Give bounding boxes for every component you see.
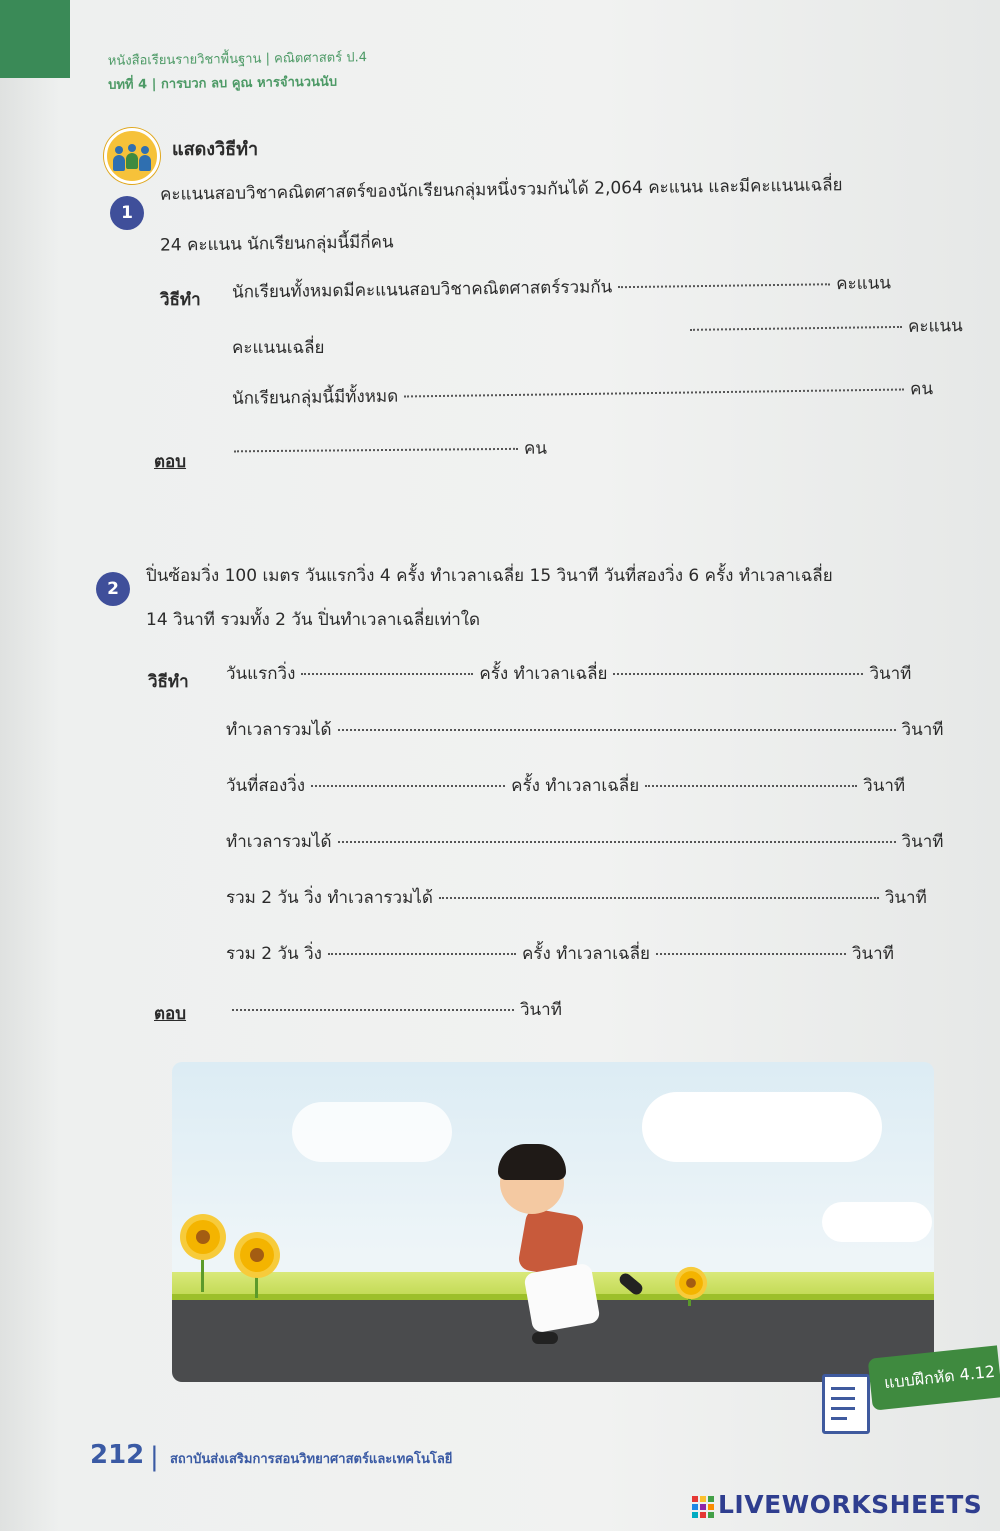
q1-row1-blank[interactable] [618,283,830,288]
q2-row1-unit: วินาที [869,664,912,684]
question-2-text-line1: ปิ่นซ้อมวิ่ง 100 เมตร วันแรกวิ่ง 4 ครั้ง ทำเวลาเฉลี่ย 15 วินาที วันที่สองวิ่ง 6 ครั้ง ทำเวลาเฉลี่ย [146,566,833,586]
page-number: 212 [90,1440,145,1470]
question-1-text-line2: 24 คะแนน นักเรียนกลุ่มนี้มีกี่คน [159,232,394,256]
q1-row2-blank[interactable] [690,326,902,331]
q2-method-label: วิธีทำ [148,672,189,692]
corner-color-bar [0,0,70,78]
q2-row5-blank[interactable] [439,897,879,899]
q1-row3 [232,375,933,412]
q1-row3-unit: คน [909,379,934,400]
q1-answer-unit: คน [523,438,548,459]
q2-row3-blank-a[interactable] [311,785,505,787]
cloud [822,1202,932,1242]
cloud [642,1092,882,1162]
q2-row4-text: ทำเวลารวมได้ [226,832,332,852]
q2-row3-blank-b[interactable] [645,785,857,787]
cloud [292,1102,452,1162]
question-1-number: 1 [110,196,144,230]
q2-row2-blank[interactable] [338,729,896,731]
q2-row1-blank-a[interactable] [301,673,473,675]
q2-row4 [226,828,943,855]
page-header [108,46,368,98]
q2-row1-blank-b[interactable] [613,673,863,675]
q1-row1-text: นักเรียนทั้งหมดมีคะแนนสอบวิชาคณิตศาสตร์รวมกัน [231,277,613,303]
q1-answer-label: ตอบ [154,452,187,472]
publisher-name: สถาบันส่งเสริมการสอนวิทยาศาสตร์และเทคโนโลยี [170,1452,453,1467]
q1-row2-text: คะแนนเฉลี่ย [232,338,325,358]
q2-row2-text: ทำเวลารวมได้ [226,720,332,740]
q2-answer-blank[interactable] [232,1009,514,1011]
q1-method-label: วิธีทำ [160,290,201,310]
q1-row2-right [684,312,963,343]
q2-row2 [226,716,943,743]
section-title: แสดงวิธีทำ [172,139,259,160]
q1-answer-blank[interactable] [234,448,518,452]
q2-row5 [226,884,927,911]
exercise-tag: แบบฝึกหัด 4.12 [868,1345,1000,1410]
q2-row4-unit: วินาที [901,832,944,852]
q2-answer-unit: วินาที [520,1000,562,1020]
footer-separator: | [150,1442,159,1472]
group-people-icon [104,128,160,184]
q2-answer-label: ตอบ [154,1004,187,1024]
question-2-text-line2: 14 วินาที รวมทั้ง 2 วัน ปิ่นทำเวลาเฉลี่ยเท่าใด [146,610,481,630]
q2-row6-text-b: ครั้ง ทำเวลาเฉลี่ย [521,944,650,964]
boy-legs [523,1263,600,1334]
q2-row6-unit: วินาที [852,944,894,964]
q2-row1-text-b: ครั้ง ทำเวลาเฉลี่ย [479,664,608,684]
boy-hair [498,1144,566,1180]
q1-row3-blank[interactable] [404,389,904,398]
header-book-title: หนังสือเรียนรายวิชาพื้นฐาน | คณิตศาสตร์ ป.4 [107,50,368,69]
running-boy-illustration [172,1062,934,1382]
shoe [532,1332,558,1344]
q2-row6 [226,940,894,967]
sunflower-icon [186,1220,220,1254]
header-chapter-title: บทที่ 4 | การบวก ลบ คูณ หารจำนวนนับ [108,74,338,93]
q2-row1 [226,660,911,687]
q2-row6-blank-a[interactable] [328,953,516,955]
q1-row2-unit: คะแนน [907,316,963,337]
q2-row6-text-a: รวม 2 วัน วิ่ง [226,944,322,964]
worksheet-pencil-icon [822,1374,870,1434]
q2-row3-text-a: วันที่สองวิ่ง [226,776,306,796]
liveworksheets-watermark: LIVEWORKSHEETS [718,1490,983,1519]
q2-row5-text: รวม 2 วัน วิ่ง ทำเวลารวมได้ [226,888,433,908]
sunflower-icon [240,1238,274,1272]
q2-row3-unit: วินาที [863,776,906,796]
sunflower-icon [679,1271,703,1295]
q1-row1 [232,269,891,305]
q1-answer [228,435,547,465]
q2-row2-unit: วินาที [901,720,944,740]
q2-row5-unit: วินาที [884,888,927,908]
q2-row3-text-b: ครั้ง ทำเวลาเฉลี่ย [511,776,640,796]
liveworksheets-logo-icon [692,1496,714,1518]
question-2-number: 2 [96,572,130,606]
q2-row1-text-a: วันแรกวิ่ง [226,664,296,684]
q1-row1-unit: คะแนน [836,273,892,295]
q2-row6-blank-b[interactable] [656,953,846,955]
q2-row3 [226,772,905,799]
q1-row3-text: นักเรียนกลุ่มนี้มีทั้งหมด [231,386,399,409]
q2-answer [226,996,562,1023]
q2-row4-blank[interactable] [338,841,896,843]
question-1-text-line1: คะแนนสอบวิชาคณิตศาสตร์ของนักเรียนกลุ่มหนึ่งรวมกันได้ 2,064 คะแนน และมีคะแนนเฉลี่ย [159,175,843,205]
